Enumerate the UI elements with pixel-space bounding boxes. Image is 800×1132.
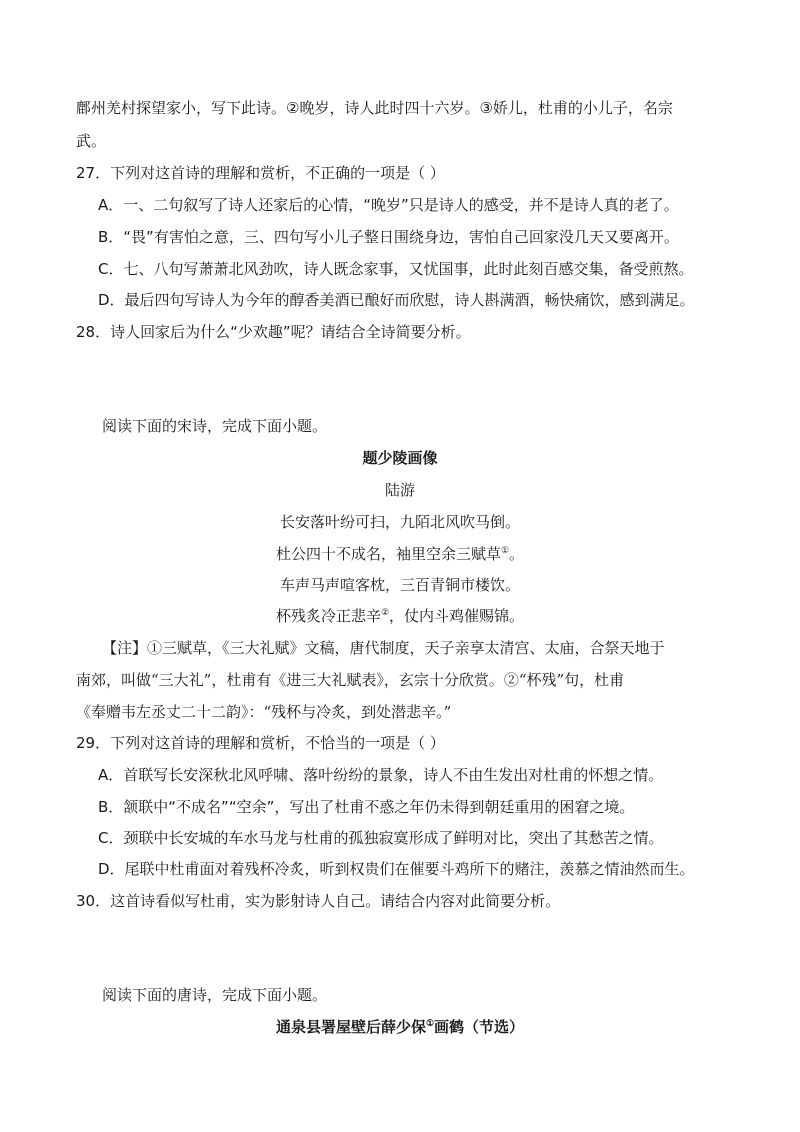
footnote-mark-1: ①	[500, 546, 510, 556]
question-29-option-b: B．颔联中“不成名”“空余”，写出了杜甫不惑之年仍未得到朝廷重用的困窘之境。	[98, 798, 635, 816]
poem-note-line-1: 【注】①三赋草，《三大礼赋》文稿，唐代制度，天子亲享太清宫、太庙，合祭天地于	[102, 639, 665, 657]
poem-title: 题少陵画像	[362, 449, 438, 467]
poem-line-1: 长安落叶纷可扫，九陌北风吹马倒。	[279, 513, 520, 531]
question-29-option-a: A．首联写长安深秋北风呼啸、落叶纷纷的景象，诗人不由生发出对杜甫的怀想之情。	[98, 766, 664, 784]
poem-author: 陆游	[384, 481, 415, 499]
question-28-stem: 28．诗人回家后为什么“少欢趣”呢？请结合全诗简要分析。	[76, 323, 471, 341]
note-continuation-line-2: 武。	[76, 132, 107, 150]
question-27-option-a: A．一、二句叙写了诗人还家后的心情，“晚岁”只是诗人的感受，并不是诗人真的老了。	[98, 196, 679, 214]
section-3-poem-title: 通泉县署屋壁后薛少保①画鹤（节选）	[275, 1018, 525, 1036]
section-2-intro: 阅读下面的宋诗，完成下面小题。	[102, 417, 328, 435]
footnote-mark-3: ①	[425, 1019, 435, 1029]
question-30-stem: 30．这首诗看似写杜甫，实为影射诗人自己。请结合内容对此简要分析。	[76, 892, 561, 910]
question-29-option-d: D．尾联中杜甫面对着残杯冷炙，听到权贵们在催要斗鸡所下的赌注，羡慕之情油然而生。	[98, 860, 695, 878]
question-27-stem: 27．下列对这首诗的理解和赏析，不正确的一项是（ ）	[76, 164, 445, 182]
question-27-option-c: C．七、八句写萧萧北风劲吹，诗人既念家事，又忧国事，此时此刻百感交集，备受煎熬。	[98, 260, 694, 278]
footnote-mark-2: ②	[380, 608, 390, 618]
question-27-option-b: B．“畏”有害怕之意，三、四句写小儿子整日围绕身边，害怕自己回家没几天又要离开。	[98, 228, 679, 246]
poem-note-line-2: 南郊，叫做“三大礼”，杜甫有《进三大礼赋表》，玄宗十分欣赏。②“杯残”句，杜甫	[76, 671, 625, 689]
poem-line-3: 车声马声喧客枕，三百青铜市楼饮。	[279, 576, 520, 594]
section-3-intro: 阅读下面的唐诗，完成下面小题。	[102, 986, 328, 1004]
question-29-option-c: C．颈联中长安城的车水马龙与杜甫的孤独寂寞形成了鲜明对比，突出了其愁苦之情。	[98, 829, 664, 847]
note-continuation-line-1: 鄜州羌村探望家小，写下此诗。②晚岁，诗人此时四十六岁。③娇儿，杜甫的小儿子，名宗	[76, 99, 673, 117]
poem-line-4: 杯残炙冷正悲辛②，仗内斗鸡催赐锦。	[275, 607, 525, 625]
poem-line-2: 杜公四十不成名，袖里空余三赋草①。	[275, 545, 525, 563]
question-29-stem: 29．下列对这首诗的理解和赏析，不恰当的一项是（ ）	[76, 734, 445, 752]
poem-note-line-3: 《奉赠韦左丞丈二十二韵》：“残杯与冷炙，到处潜悲辛。”	[76, 703, 452, 721]
question-27-option-d: D．最后四句写诗人为今年的醇香美酒已酿好而欣慰，诗人斟满酒，畅快痛饮，感到满足。	[98, 291, 695, 309]
